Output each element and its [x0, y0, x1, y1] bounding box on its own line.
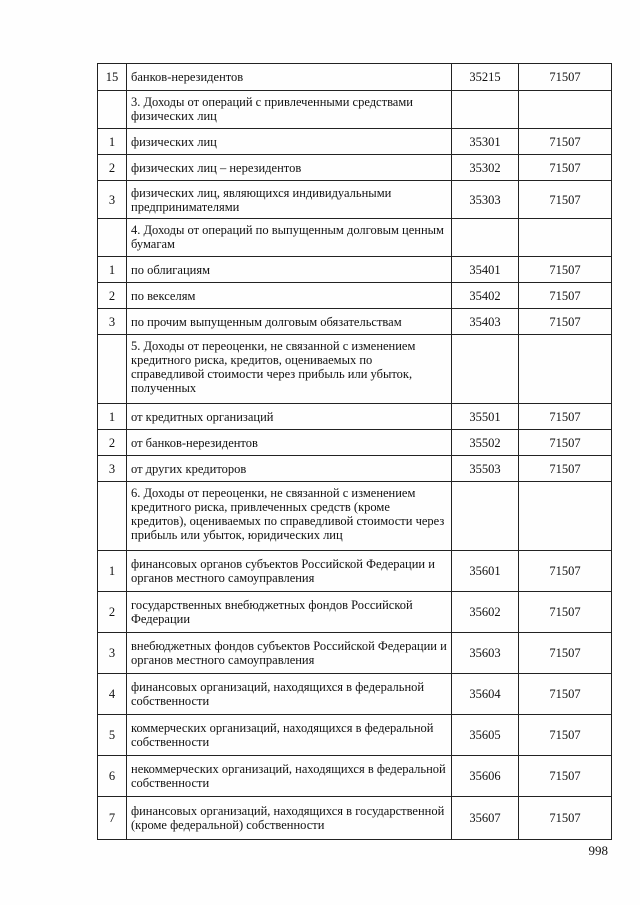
section-heading-row — [98, 482, 612, 551]
account-number-cell: 35401 — [452, 257, 519, 283]
row-number-cell: 4 — [98, 674, 127, 715]
description-cell: финансовых организаций, находящихся в федеральной собственности — [127, 674, 452, 715]
account-number-cell: 35403 — [452, 309, 519, 335]
description-cell: от других кредиторов — [127, 456, 452, 482]
table-row — [98, 756, 612, 797]
row-number-cell: 2 — [98, 430, 127, 456]
symbol-code-cell — [519, 482, 612, 551]
account-number-cell: 35303 — [452, 181, 519, 219]
description-cell: от кредитных организаций — [127, 404, 452, 430]
section-heading-cell: 4. Доходы от операций по выпущенным долговым ценным бумагам — [127, 219, 452, 257]
row-number-cell: 3 — [98, 633, 127, 674]
account-number-cell: 35503 — [452, 456, 519, 482]
accounts-table — [97, 63, 612, 840]
row-number-cell — [98, 91, 127, 129]
table-row — [98, 181, 612, 219]
table-row — [98, 309, 612, 335]
description-cell: по векселям — [127, 283, 452, 309]
symbol-code-cell: 71507 — [519, 756, 612, 797]
row-number-cell: 1 — [98, 404, 127, 430]
description-cell: финансовых органов субъектов Российской Федерации и органов местного самоуправления — [127, 551, 452, 592]
account-number-cell: 35402 — [452, 283, 519, 309]
description-cell: от банков-нерезидентов — [127, 430, 452, 456]
table-row — [98, 592, 612, 633]
table-row — [98, 283, 612, 309]
symbol-code-cell: 71507 — [519, 797, 612, 840]
account-number-cell: 35501 — [452, 404, 519, 430]
symbol-code-cell: 71507 — [519, 181, 612, 219]
symbol-code-cell — [519, 335, 612, 404]
account-number-cell: 35605 — [452, 715, 519, 756]
section-heading-row — [98, 219, 612, 257]
symbol-code-cell: 71507 — [519, 674, 612, 715]
description-cell: физических лиц — [127, 129, 452, 155]
description-cell: по облигациям — [127, 257, 452, 283]
description-cell: финансовых организаций, находящихся в государственной (кроме федеральной) собственности — [127, 797, 452, 840]
symbol-code-cell: 71507 — [519, 155, 612, 181]
row-number-cell: 7 — [98, 797, 127, 840]
symbol-code-cell: 71507 — [519, 633, 612, 674]
row-number-cell: 3 — [98, 181, 127, 219]
table-row — [98, 715, 612, 756]
table-row — [98, 64, 612, 91]
symbol-code-cell: 71507 — [519, 257, 612, 283]
table-row — [98, 129, 612, 155]
row-number-cell: 5 — [98, 715, 127, 756]
symbol-code-cell: 71507 — [519, 456, 612, 482]
table-row — [98, 674, 612, 715]
section-heading-cell: 6. Доходы от переоценки, не связанной с изменением кредитного риска, привлеченных средств (кроме кредитов), оцениваемых по справедливой стоимости через прибыль или убыток, юридических лиц — [127, 482, 452, 551]
table-row — [98, 633, 612, 674]
row-number-cell: 2 — [98, 283, 127, 309]
table-row — [98, 551, 612, 592]
account-number-cell: 35502 — [452, 430, 519, 456]
symbol-code-cell: 71507 — [519, 309, 612, 335]
description-cell: физических лиц, являющихся индивидуальными предпринимателями — [127, 181, 452, 219]
account-number-cell: 35604 — [452, 674, 519, 715]
section-heading-row — [98, 335, 612, 404]
accounts-table-body — [98, 64, 612, 840]
account-number-cell: 35603 — [452, 633, 519, 674]
account-number-cell: 35301 — [452, 129, 519, 155]
row-number-cell — [98, 482, 127, 551]
account-number-cell — [452, 91, 519, 129]
table-row — [98, 155, 612, 181]
symbol-code-cell: 71507 — [519, 283, 612, 309]
symbol-code-cell: 71507 — [519, 551, 612, 592]
account-number-cell — [452, 482, 519, 551]
symbol-code-cell: 71507 — [519, 129, 612, 155]
symbol-code-cell: 71507 — [519, 430, 612, 456]
page-number: 998 — [588, 843, 608, 858]
description-cell: по прочим выпущенным долговым обязательствам — [127, 309, 452, 335]
account-number-cell: 35606 — [452, 756, 519, 797]
table-row — [98, 430, 612, 456]
section-heading-cell: 5. Доходы от переоценки, не связанной с изменением кредитного риска, кредитов, оцениваемых по справедливой стоимости через прибыль или убыток, полученных — [127, 335, 452, 404]
description-cell: внебюджетных фондов субъектов Российской Федерации и органов местного самоуправления — [127, 633, 452, 674]
description-cell: некоммерческих организаций, находящихся в федеральной собственности — [127, 756, 452, 797]
row-number-cell: 1 — [98, 257, 127, 283]
description-cell: государственных внебюджетных фондов Российской Федерации — [127, 592, 452, 633]
account-number-cell — [452, 219, 519, 257]
description-cell: банков-нерезидентов — [127, 64, 452, 91]
row-number-cell: 3 — [98, 309, 127, 335]
table-row — [98, 404, 612, 430]
row-number-cell: 15 — [98, 64, 127, 91]
account-number-cell: 35302 — [452, 155, 519, 181]
row-number-cell: 3 — [98, 456, 127, 482]
symbol-code-cell: 71507 — [519, 715, 612, 756]
account-number-cell: 35215 — [452, 64, 519, 91]
row-number-cell: 2 — [98, 155, 127, 181]
symbol-code-cell — [519, 91, 612, 129]
description-cell: физических лиц – нерезидентов — [127, 155, 452, 181]
table-row — [98, 257, 612, 283]
row-number-cell — [98, 219, 127, 257]
section-heading-row — [98, 91, 612, 129]
section-heading-cell: 3. Доходы от операций с привлеченными средствами физических лиц — [127, 91, 452, 129]
row-number-cell: 2 — [98, 592, 127, 633]
symbol-code-cell: 71507 — [519, 404, 612, 430]
account-number-cell: 35602 — [452, 592, 519, 633]
account-number-cell: 35607 — [452, 797, 519, 840]
row-number-cell: 1 — [98, 551, 127, 592]
symbol-code-cell: 71507 — [519, 592, 612, 633]
table-row — [98, 797, 612, 840]
account-number-cell — [452, 335, 519, 404]
description-cell: коммерческих организаций, находящихся в федеральной собственности — [127, 715, 452, 756]
row-number-cell — [98, 335, 127, 404]
row-number-cell: 6 — [98, 756, 127, 797]
symbol-code-cell: 71507 — [519, 64, 612, 91]
row-number-cell: 1 — [98, 129, 127, 155]
account-number-cell: 35601 — [452, 551, 519, 592]
symbol-code-cell — [519, 219, 612, 257]
table-row — [98, 456, 612, 482]
